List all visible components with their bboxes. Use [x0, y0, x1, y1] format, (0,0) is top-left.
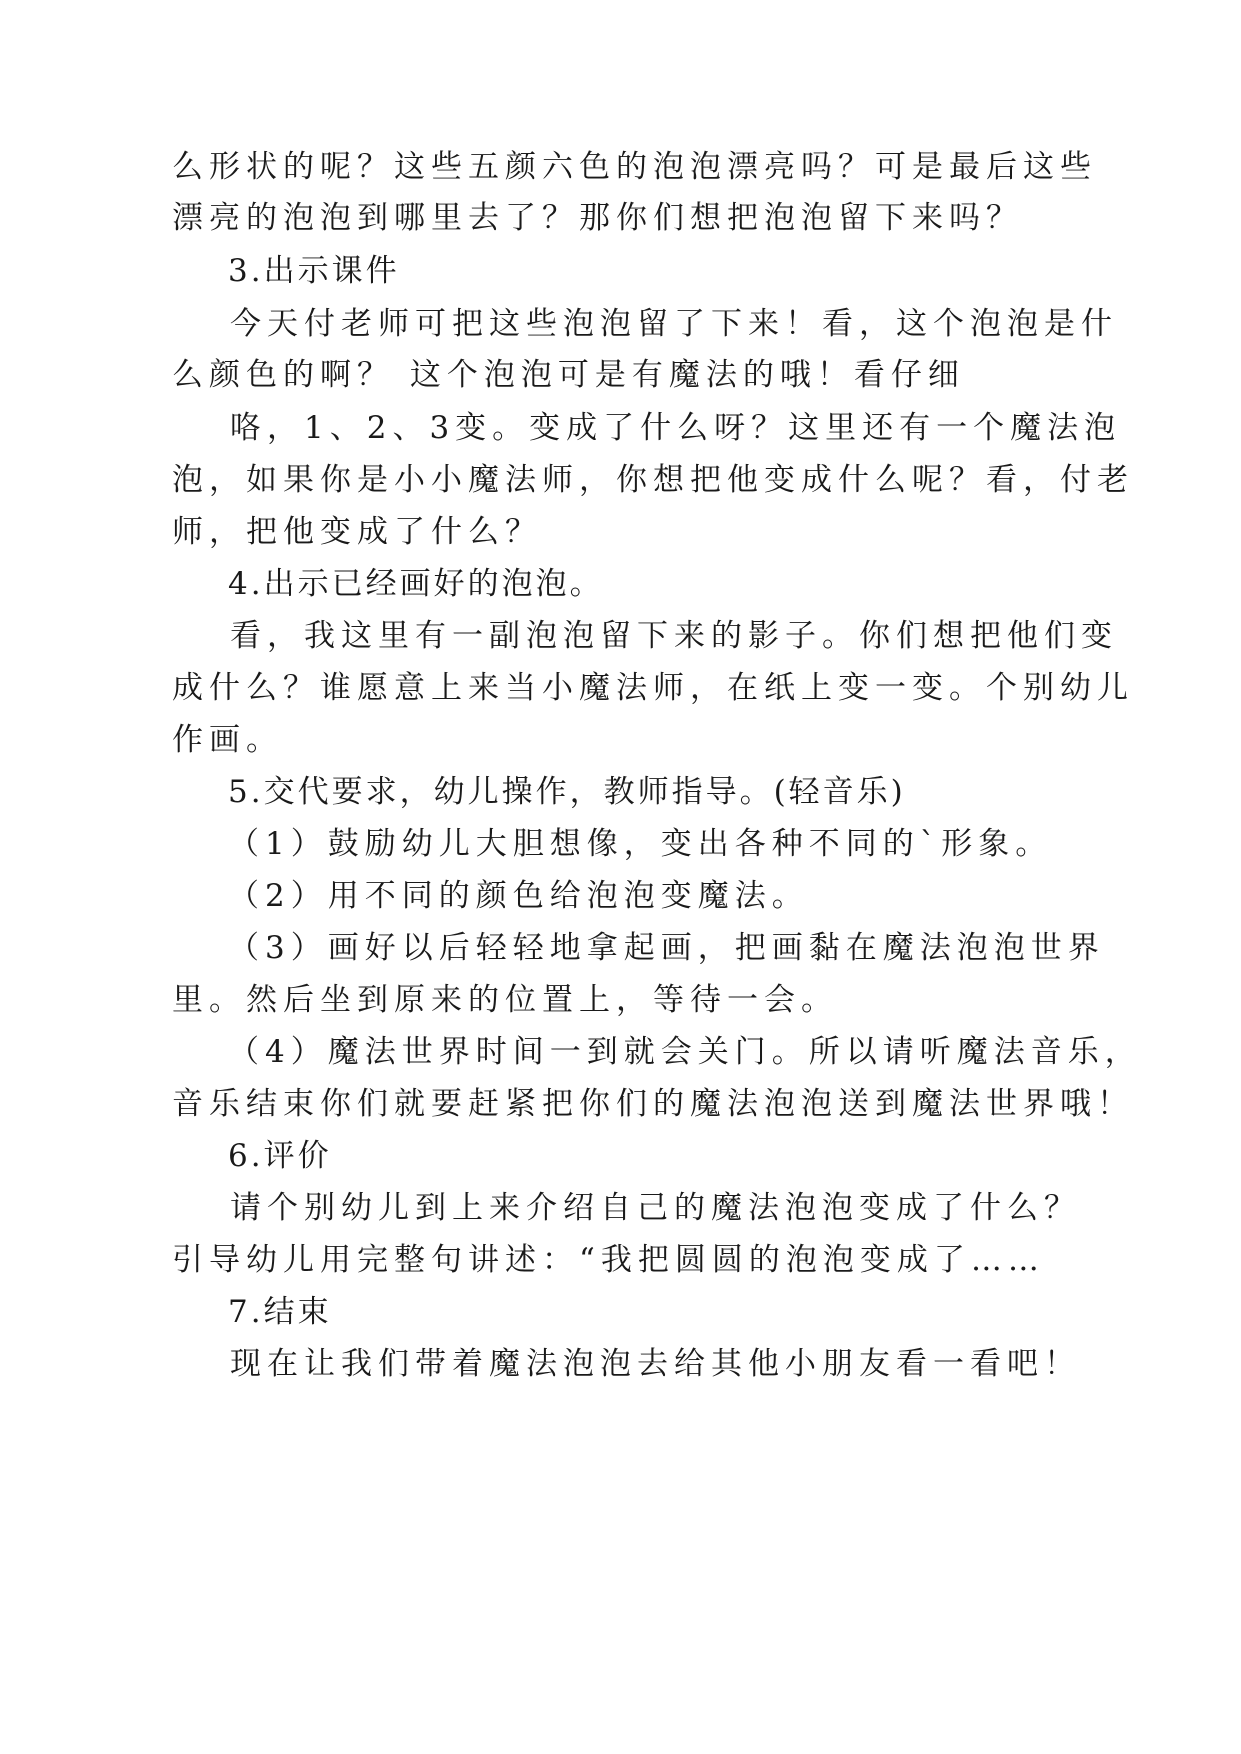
section-heading: 6.评价: [228, 1138, 332, 1174]
paragraph-line: 么颜色的啊？ 这个泡泡可是有魔法的哦！看仔细: [172, 357, 965, 393]
paragraph-line: 么形状的呢？这些五颜六色的泡泡漂亮吗？可是最后这些: [172, 149, 1097, 185]
paragraph-line: 请个别幼儿到上来介绍自己的魔法泡泡变成了什么？: [230, 1190, 1081, 1226]
list-item: （3）画好以后轻轻地拿起画，把画黏在魔法泡泡世界: [228, 930, 1105, 966]
paragraph-line: 成什么？谁愿意上来当小魔法师，在纸上变一变。个别幼儿: [172, 670, 1134, 706]
section-heading: 7.结束: [228, 1294, 332, 1330]
list-item-continuation: 音乐结束你们就要赶紧把你们的魔法泡泡送到魔法世界哦！: [172, 1086, 1134, 1122]
paragraph-line: 泡，如果你是小小魔法师，你想把他变成什么呢？看，付老: [172, 462, 1134, 498]
list-item: （2）用不同的颜色给泡泡变魔法。: [228, 878, 809, 914]
paragraph-line: 咯，1、2、3变。变成了什么呀？这里还有一个魔法泡: [230, 410, 1122, 446]
paragraph-line: 作画。: [172, 722, 283, 758]
list-item-continuation: 里。然后坐到原来的位置上，等待一会。: [172, 982, 838, 1018]
paragraph-line: 现在让我们带着魔法泡泡去给其他小朋友看一看吧！: [230, 1346, 1081, 1382]
paragraph-line: 看，我这里有一副泡泡留下来的影子。你们想把他们变: [230, 618, 1118, 654]
list-item: （1）鼓励幼儿大胆想像，变出各种不同的`形象。: [228, 826, 1053, 862]
section-heading: 3.出示课件: [228, 253, 400, 289]
paragraph-line: 引导幼儿用完整句讲述：“我把圆圆的泡泡变成了……: [172, 1242, 1045, 1278]
section-heading: 5.交代要求，幼儿操作，教师指导。(轻音乐): [228, 774, 906, 810]
paragraph-line: 漂亮的泡泡到哪里去了？那你们想把泡泡留下来吗？: [172, 200, 1023, 236]
list-item: （4）魔法世界时间一到就会关门。所以请听魔法音乐，: [228, 1034, 1142, 1070]
paragraph-line: 今天付老师可把这些泡泡留了下来！看，这个泡泡是什: [230, 306, 1118, 342]
section-heading: 4.出示已经画好的泡泡。: [228, 566, 604, 602]
paragraph-line: 师，把他变成了什么？: [172, 514, 542, 550]
